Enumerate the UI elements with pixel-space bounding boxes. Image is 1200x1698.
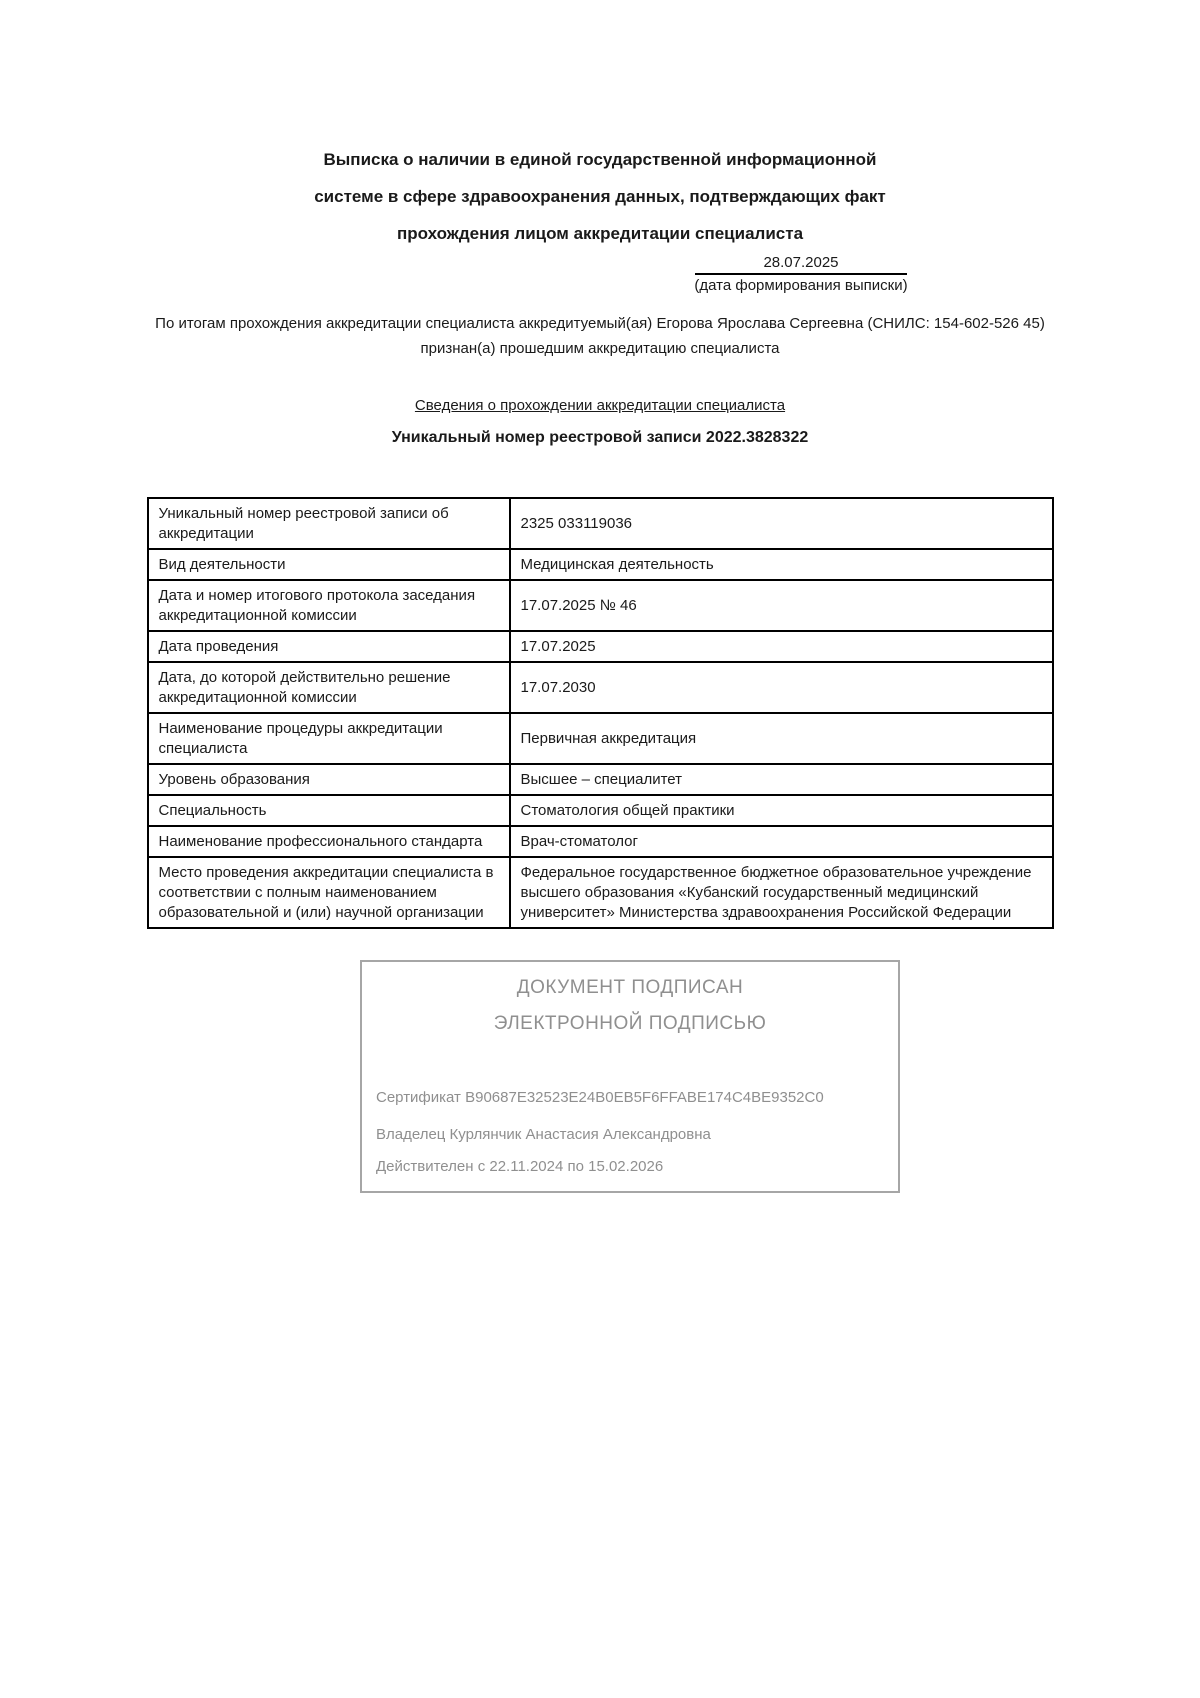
row-value: 17.07.2025 № 46 xyxy=(510,580,1053,631)
row-value: Стоматология общей практики xyxy=(510,795,1053,826)
owner-line: Владелец Курлянчик Анастасия Александровна xyxy=(376,1126,711,1143)
row-value: Высшее – специалитет xyxy=(510,764,1053,795)
intro-paragraph xyxy=(0,311,1200,361)
table-row xyxy=(148,498,1053,549)
certificate-line: Сертификат B90687E32523E24B0EB5F6FFABE174C4BE9352C0 xyxy=(376,1089,824,1106)
row-value: Федеральное государственное бюджетное образовательное учреждение высшего образования «Кубанский государственный медицинский университет» Министерства здравоохранения Российской Федерации xyxy=(510,857,1053,928)
table-row xyxy=(148,826,1053,857)
row-label: Специальность xyxy=(148,795,510,826)
row-label: Наименование профессионального стандарта xyxy=(148,826,510,857)
table-row xyxy=(148,713,1053,764)
page-title-line: прохождения лицом аккредитации специалиста xyxy=(396,224,804,243)
intro-line: По итогам прохождения аккредитации специалиста аккредитуемый(ая) Егорова Ярослава Сергеевна (СНИЛС: 154-602-526 45) xyxy=(155,315,1045,332)
row-value: 17.07.2025 xyxy=(510,631,1053,662)
row-label: Уникальный номер реестровой записи об аккредитации xyxy=(148,498,510,549)
signature-title-line: ДОКУМЕНТ ПОДПИСАН xyxy=(516,977,744,998)
page-title-line: Выписка о наличии в единой государственной информационной xyxy=(323,150,877,169)
table-row xyxy=(148,857,1053,928)
page-title-line: системе в сфере здравоохранения данных, подтверждающих факт xyxy=(314,187,886,206)
row-label: Дата и номер итогового протокола заседания аккредитационной комиссии xyxy=(148,580,510,631)
signature-title-line: ЭЛЕКТРОННОЙ ПОДПИСЬЮ xyxy=(493,1013,767,1034)
row-label: Наименование процедуры аккредитации специалиста xyxy=(148,713,510,764)
page-title xyxy=(0,0,1200,252)
row-value: Врач-стоматолог xyxy=(510,826,1053,857)
row-value: 2325 033119036 xyxy=(510,498,1053,549)
table-row xyxy=(148,631,1053,662)
row-label: Дата, до которой действительно решение аккредитационной комиссии xyxy=(148,662,510,713)
signature-box xyxy=(360,960,900,1193)
table-row xyxy=(148,795,1053,826)
table-row xyxy=(148,662,1053,713)
signature-details xyxy=(362,1088,898,1177)
row-label: Уровень образования xyxy=(148,764,510,795)
row-value: Первичная аккредитация xyxy=(510,713,1053,764)
table-row xyxy=(148,549,1053,580)
signature-title xyxy=(362,970,898,1042)
issue-date: 28.07.2025 xyxy=(695,254,907,275)
row-label: Вид деятельности xyxy=(148,549,510,580)
row-label: Дата проведения xyxy=(148,631,510,662)
row-label: Место проведения аккредитации специалиста в соответствии с полным наименованием образовательной и (или) научной организации xyxy=(148,857,510,928)
intro-line: признан(а) прошедшим аккредитацию специалиста xyxy=(420,340,780,357)
row-value: 17.07.2030 xyxy=(510,662,1053,713)
issue-date-caption: (дата формирования выписки) xyxy=(694,277,908,294)
issue-date-block xyxy=(640,254,962,294)
row-value: Медицинская деятельность xyxy=(510,549,1053,580)
section-heading: Сведения о прохождении аккредитации специалиста xyxy=(414,397,786,414)
table-row xyxy=(148,764,1053,795)
accreditation-table xyxy=(147,497,1054,929)
validity-line: Действителен с 22.11.2024 по 15.02.2026 xyxy=(376,1158,664,1175)
table-row xyxy=(148,580,1053,631)
registry-number-heading: Уникальный номер реестровой записи 2022.3828322 xyxy=(391,429,809,446)
